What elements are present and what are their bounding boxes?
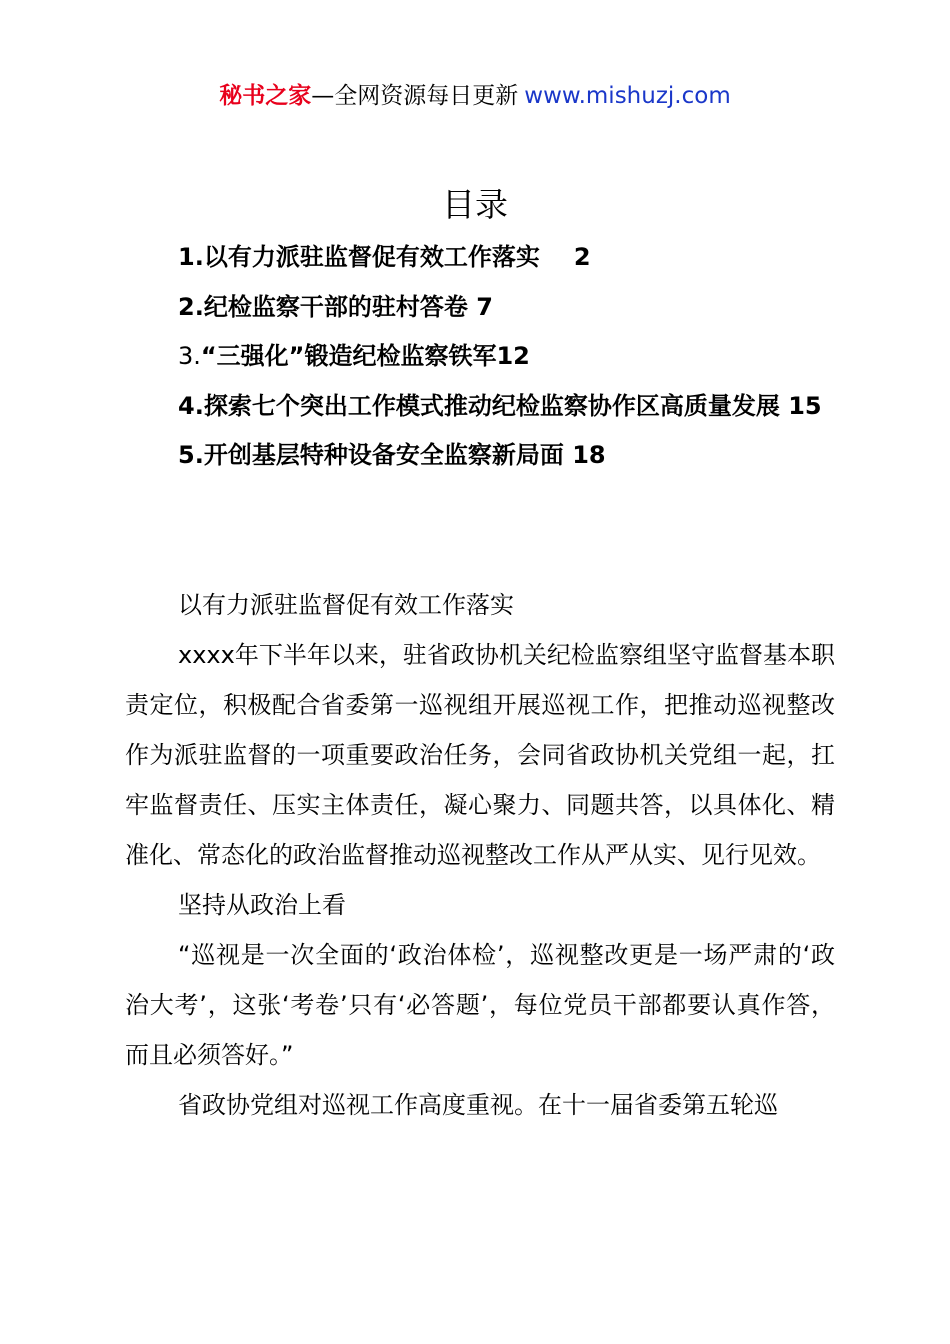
site-header bbox=[0, 80, 950, 112]
toc-item-page: 7 bbox=[476, 292, 493, 321]
header-dash: — bbox=[311, 83, 335, 109]
table-of-contents bbox=[125, 233, 835, 481]
toc-item-label: 1.以有力派驻监督促有效工作落实 bbox=[178, 243, 540, 271]
toc-item-label: 2.纪检监察干部的驻村答卷 bbox=[178, 292, 468, 321]
article-heading: 以有力派驻监督促有效工作落实 bbox=[178, 591, 514, 619]
article-paragraph: 省政协党组对巡视工作高度重视。在十一届省委第五轮巡 bbox=[178, 1091, 778, 1119]
toc-item-prefix: 3. bbox=[178, 342, 201, 370]
toc-item-page: 18 bbox=[572, 441, 606, 469]
toc-item-label: 4.探索七个突出工作模式推动纪检监察协作区高质量发展 bbox=[178, 391, 780, 420]
toc-item[interactable] bbox=[125, 382, 835, 432]
article-paragraph: “巡视是一次全面的‘政治体检’，巡视整改更是一场严肃的‘政治大考’，这张‘考卷’只有‘必答题’，每位党员干部都要认真作答，而且必须答好。” bbox=[125, 941, 835, 1069]
toc-item-label: 5.开创基层特种设备安全监察新局面 bbox=[178, 441, 564, 469]
site-slogan: 全网资源每日更新 bbox=[334, 83, 519, 109]
site-brand: 秘书之家 bbox=[219, 83, 312, 109]
toc-title: 目录 bbox=[442, 185, 508, 224]
article-body bbox=[125, 580, 835, 1130]
toc-item-page: 2 bbox=[573, 243, 591, 271]
toc-item-page: 12 bbox=[496, 342, 530, 370]
toc-item[interactable] bbox=[125, 283, 835, 333]
toc-item[interactable] bbox=[125, 332, 835, 382]
toc-item-page: 15 bbox=[788, 391, 822, 420]
site-url-link[interactable]: www.mishuzj.com bbox=[524, 83, 731, 109]
toc-item-label: “三强化”锻造纪检监察铁军 bbox=[200, 342, 497, 370]
toc-item[interactable] bbox=[125, 233, 835, 283]
toc-item[interactable] bbox=[125, 431, 835, 481]
article-paragraph: xxxx年下半年以来，驻省政协机关纪检监察组坚守监督基本职责定位，积极配合省委第一巡视组开展巡视工作，把推动巡视整改作为派驻监督的一项重要政治任务，会同省政协机关党组一起，扛牢监督责任、压实主体责任，凝心聚力、同题共答，以具体化、精准化、常态化的政治监督推动巡视整改工作从严从实、见行见效。 bbox=[125, 641, 835, 869]
article-subheading: 坚持从政治上看 bbox=[178, 891, 346, 919]
